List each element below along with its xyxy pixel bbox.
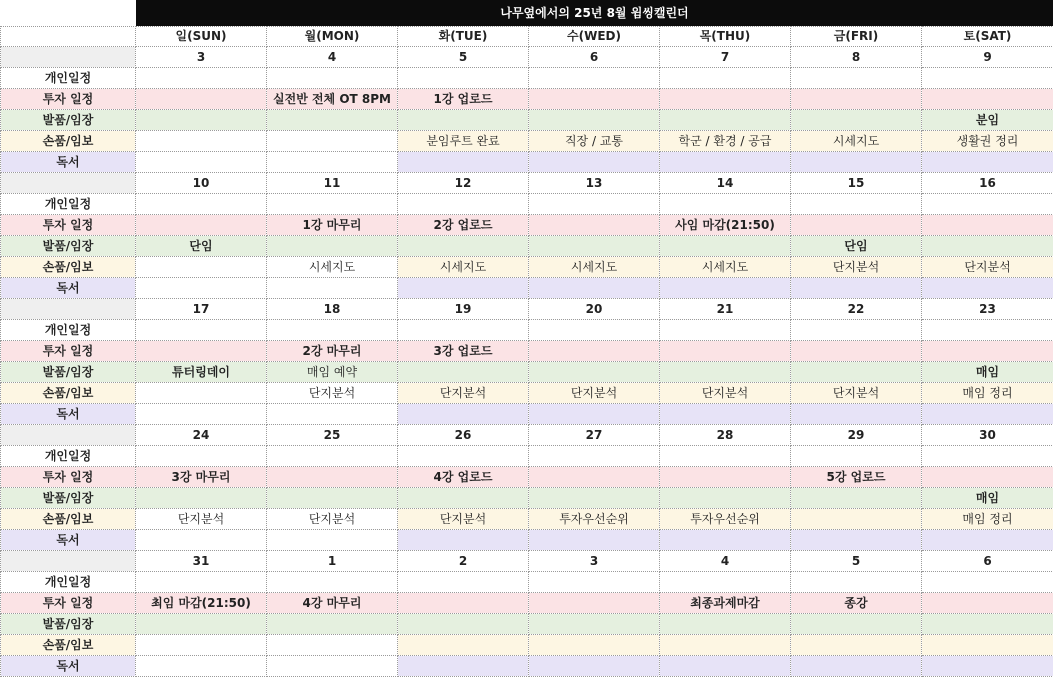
week-date-row [1, 173, 1053, 194]
site-visit-cell-thu[interactable] [660, 236, 791, 257]
reading-row [1, 152, 1053, 173]
day-header-sun: 일(SUN) [136, 27, 267, 47]
personal-schedule-cell-sat[interactable] [922, 446, 1053, 467]
personal-schedule-cell-sat[interactable] [922, 194, 1053, 215]
date-cell-tue[interactable]: 19 [398, 299, 529, 320]
invest-schedule-cell-mon[interactable] [267, 467, 398, 488]
site-visit-cell-wed[interactable] [529, 362, 660, 383]
date-cell-fri[interactable]: 8 [791, 47, 922, 68]
week-label-cell [1, 299, 136, 320]
invest-schedule-cell-wed[interactable] [529, 593, 660, 614]
site-visit-cell-sun[interactable]: 단임 [136, 236, 267, 257]
personal-schedule-cell-wed[interactable] [529, 446, 660, 467]
site-visit-cell-mon[interactable] [267, 488, 398, 509]
site-visit-cell-mon[interactable] [267, 614, 398, 635]
site-visit-cell-sat[interactable] [922, 614, 1053, 635]
desk-research-cell-mon[interactable] [267, 635, 398, 656]
desk-research-cell-thu[interactable]: 시세지도 [660, 257, 791, 278]
desk-research-cell-sun[interactable]: 단지분석 [136, 509, 267, 530]
site-visit-cell-sun[interactable] [136, 488, 267, 509]
invest-schedule-cell-sat[interactable] [922, 215, 1053, 236]
desk-research-row [1, 509, 1053, 530]
date-cell-sun[interactable]: 10 [136, 173, 267, 194]
desk-research-cell-wed[interactable]: 시세지도 [529, 257, 660, 278]
site-visit-cell-wed[interactable] [529, 110, 660, 131]
reading-label: 독서 [1, 278, 136, 299]
personal-schedule-label: 개인일정 [1, 572, 136, 593]
desk-research-cell-tue[interactable]: 단지분석 [398, 383, 529, 404]
desk-research-cell-fri[interactable] [791, 635, 922, 656]
reading-cell-tue[interactable] [398, 278, 529, 299]
invest-schedule-cell-thu[interactable] [660, 89, 791, 110]
desk-research-cell-fri[interactable] [791, 509, 922, 530]
personal-schedule-cell-sun[interactable] [136, 572, 267, 593]
reading-cell-thu[interactable] [660, 152, 791, 173]
site-visit-label: 발품/임장 [1, 362, 136, 383]
site-visit-cell-mon[interactable]: 매임 예약 [267, 362, 398, 383]
personal-schedule-cell-mon[interactable] [267, 572, 398, 593]
reading-cell-sun[interactable] [136, 278, 267, 299]
invest-schedule-cell-fri[interactable]: 5강 업로드 [791, 467, 922, 488]
desk-research-cell-fri[interactable]: 시세지도 [791, 131, 922, 152]
reading-row [1, 656, 1053, 677]
desk-research-cell-thu[interactable]: 단지분석 [660, 383, 791, 404]
personal-schedule-cell-tue[interactable] [398, 194, 529, 215]
invest-schedule-cell-wed[interactable] [529, 215, 660, 236]
site-visit-cell-tue[interactable] [398, 362, 529, 383]
desk-research-cell-thu[interactable]: 학군 / 환경 / 공급 [660, 131, 791, 152]
day-header-sat: 토(SAT) [922, 27, 1053, 47]
reading-label: 독서 [1, 404, 136, 425]
invest-schedule-cell-thu[interactable]: 사임 마감(21:50) [660, 215, 791, 236]
personal-schedule-cell-fri[interactable] [791, 194, 922, 215]
desk-research-cell-tue[interactable] [398, 635, 529, 656]
site-visit-cell-fri[interactable] [791, 488, 922, 509]
desk-research-row [1, 131, 1053, 152]
site-visit-cell-tue[interactable] [398, 236, 529, 257]
invest-schedule-cell-wed[interactable] [529, 341, 660, 362]
invest-schedule-cell-tue[interactable]: 4강 업로드 [398, 467, 529, 488]
day-header-tue: 화(TUE) [398, 27, 529, 47]
date-cell-fri[interactable]: 5 [791, 551, 922, 572]
title-row [1, 0, 1053, 27]
desk-research-cell-thu[interactable] [660, 635, 791, 656]
site-visit-cell-sat[interactable]: 매임 [922, 362, 1053, 383]
site-visit-cell-thu[interactable] [660, 362, 791, 383]
reading-cell-sat[interactable] [922, 278, 1053, 299]
date-cell-thu[interactable]: 28 [660, 425, 791, 446]
title-blank-cell [1, 0, 136, 27]
desk-research-cell-sat[interactable]: 매임 정리 [922, 509, 1053, 530]
desk-research-cell-wed[interactable] [529, 635, 660, 656]
invest-schedule-row [1, 467, 1053, 488]
reading-cell-fri[interactable] [791, 404, 922, 425]
personal-schedule-row [1, 446, 1053, 467]
site-visit-row [1, 110, 1053, 131]
invest-schedule-label: 투자 일정 [1, 215, 136, 236]
week-date-row [1, 47, 1053, 68]
personal-schedule-row [1, 68, 1053, 89]
personal-schedule-cell-mon[interactable] [267, 446, 398, 467]
date-cell-fri[interactable]: 22 [791, 299, 922, 320]
invest-schedule-cell-sun[interactable] [136, 89, 267, 110]
personal-schedule-label: 개인일정 [1, 320, 136, 341]
site-visit-cell-thu[interactable] [660, 488, 791, 509]
personal-schedule-label: 개인일정 [1, 194, 136, 215]
desk-research-row [1, 257, 1053, 278]
invest-schedule-label: 투자 일정 [1, 89, 136, 110]
desk-research-label: 손품/임보 [1, 635, 136, 656]
date-cell-thu[interactable]: 21 [660, 299, 791, 320]
reading-row [1, 404, 1053, 425]
reading-cell-mon[interactable] [267, 152, 398, 173]
reading-cell-sun[interactable] [136, 404, 267, 425]
site-visit-cell-tue[interactable] [398, 488, 529, 509]
desk-research-cell-wed[interactable]: 투자우선순위 [529, 509, 660, 530]
reading-label: 독서 [1, 656, 136, 677]
invest-schedule-cell-thu[interactable] [660, 341, 791, 362]
personal-schedule-cell-tue[interactable] [398, 446, 529, 467]
reading-cell-fri[interactable] [791, 530, 922, 551]
date-cell-mon[interactable]: 11 [267, 173, 398, 194]
week-date-row [1, 425, 1053, 446]
site-visit-cell-sat[interactable] [922, 236, 1053, 257]
site-visit-cell-fri[interactable] [791, 362, 922, 383]
reading-cell-thu[interactable] [660, 530, 791, 551]
invest-schedule-cell-mon[interactable]: 4강 마무리 [267, 593, 398, 614]
reading-cell-mon[interactable] [267, 278, 398, 299]
invest-schedule-label: 투자 일정 [1, 341, 136, 362]
personal-schedule-cell-thu[interactable] [660, 68, 791, 89]
reading-cell-mon[interactable] [267, 404, 398, 425]
reading-cell-fri[interactable] [791, 278, 922, 299]
site-visit-row [1, 362, 1053, 383]
invest-schedule-row [1, 215, 1053, 236]
site-visit-cell-sat[interactable]: 분임 [922, 110, 1053, 131]
desk-research-cell-sun[interactable] [136, 257, 267, 278]
reading-cell-sat[interactable] [922, 530, 1053, 551]
personal-schedule-label: 개인일정 [1, 446, 136, 467]
date-cell-sat[interactable]: 30 [922, 425, 1053, 446]
personal-schedule-cell-tue[interactable] [398, 572, 529, 593]
site-visit-cell-wed[interactable] [529, 488, 660, 509]
desk-research-cell-sat[interactable]: 생활권 정리 [922, 131, 1053, 152]
invest-schedule-row [1, 593, 1053, 614]
desk-research-cell-mon[interactable]: 단지분석 [267, 383, 398, 404]
reading-cell-sat[interactable] [922, 404, 1053, 425]
date-cell-wed[interactable]: 3 [529, 551, 660, 572]
reading-cell-fri[interactable] [791, 152, 922, 173]
invest-schedule-cell-sat[interactable] [922, 89, 1053, 110]
site-visit-cell-sun[interactable] [136, 110, 267, 131]
desk-research-cell-wed[interactable]: 단지분석 [529, 383, 660, 404]
calendar-body [1, 0, 1053, 677]
site-visit-cell-thu[interactable] [660, 110, 791, 131]
date-cell-sun[interactable]: 31 [136, 551, 267, 572]
day-header-wed: 수(WED) [529, 27, 660, 47]
reading-cell-thu[interactable] [660, 656, 791, 677]
personal-schedule-cell-tue[interactable] [398, 320, 529, 341]
reading-cell-wed[interactable] [529, 656, 660, 677]
date-cell-sat[interactable]: 9 [922, 47, 1053, 68]
site-visit-row [1, 236, 1053, 257]
week-label-cell [1, 551, 136, 572]
date-cell-wed[interactable]: 13 [529, 173, 660, 194]
date-cell-tue[interactable]: 2 [398, 551, 529, 572]
date-cell-thu[interactable]: 7 [660, 47, 791, 68]
header-blank-cell [1, 27, 136, 47]
personal-schedule-cell-sat[interactable] [922, 68, 1053, 89]
date-cell-mon[interactable]: 1 [267, 551, 398, 572]
desk-research-row [1, 635, 1053, 656]
reading-cell-wed[interactable] [529, 278, 660, 299]
reading-cell-sun[interactable] [136, 656, 267, 677]
invest-schedule-cell-sun[interactable]: 최임 마감(21:50) [136, 593, 267, 614]
personal-schedule-cell-sat[interactable] [922, 320, 1053, 341]
reading-cell-thu[interactable] [660, 404, 791, 425]
desk-research-cell-sat[interactable]: 단지분석 [922, 257, 1053, 278]
personal-schedule-cell-sun[interactable] [136, 320, 267, 341]
invest-schedule-cell-wed[interactable] [529, 89, 660, 110]
personal-schedule-cell-sun[interactable] [136, 446, 267, 467]
desk-research-cell-fri[interactable]: 단지분석 [791, 383, 922, 404]
invest-schedule-cell-sun[interactable] [136, 341, 267, 362]
desk-research-cell-sat[interactable]: 매임 정리 [922, 383, 1053, 404]
reading-cell-fri[interactable] [791, 656, 922, 677]
date-cell-mon[interactable]: 4 [267, 47, 398, 68]
date-cell-tue[interactable]: 5 [398, 47, 529, 68]
personal-schedule-cell-mon[interactable] [267, 320, 398, 341]
week-label-cell [1, 173, 136, 194]
site-visit-label: 발품/임장 [1, 236, 136, 257]
site-visit-cell-fri[interactable] [791, 614, 922, 635]
personal-schedule-cell-mon[interactable] [267, 194, 398, 215]
personal-schedule-cell-mon[interactable] [267, 68, 398, 89]
invest-schedule-cell-tue[interactable] [398, 593, 529, 614]
invest-schedule-label: 투자 일정 [1, 593, 136, 614]
reading-cell-sun[interactable] [136, 530, 267, 551]
invest-schedule-label: 투자 일정 [1, 467, 136, 488]
site-visit-cell-wed[interactable] [529, 614, 660, 635]
personal-schedule-cell-tue[interactable] [398, 68, 529, 89]
personal-schedule-cell-thu[interactable] [660, 194, 791, 215]
week-date-row [1, 551, 1053, 572]
site-visit-cell-sat[interactable]: 매임 [922, 488, 1053, 509]
desk-research-row [1, 383, 1053, 404]
reading-label: 독서 [1, 530, 136, 551]
date-cell-sat[interactable]: 6 [922, 551, 1053, 572]
site-visit-cell-mon[interactable] [267, 236, 398, 257]
site-visit-cell-mon[interactable] [267, 110, 398, 131]
personal-schedule-row [1, 320, 1053, 341]
desk-research-cell-thu[interactable]: 투자우선순위 [660, 509, 791, 530]
site-visit-cell-fri[interactable] [791, 110, 922, 131]
date-cell-sun[interactable]: 17 [136, 299, 267, 320]
desk-research-cell-wed[interactable]: 직장 / 교통 [529, 131, 660, 152]
site-visit-label: 발품/임장 [1, 488, 136, 509]
invest-schedule-cell-tue[interactable]: 1강 업로드 [398, 89, 529, 110]
invest-schedule-cell-wed[interactable] [529, 467, 660, 488]
reading-cell-sat[interactable] [922, 656, 1053, 677]
date-cell-wed[interactable]: 27 [529, 425, 660, 446]
site-visit-label: 발품/임장 [1, 110, 136, 131]
calendar-title: 나무옆에서의 25년 8월 윔씽캘린더 [136, 0, 1053, 27]
personal-schedule-cell-sun[interactable] [136, 68, 267, 89]
desk-research-label: 손품/임보 [1, 131, 136, 152]
reading-cell-tue[interactable] [398, 152, 529, 173]
date-cell-sun[interactable]: 3 [136, 47, 267, 68]
desk-research-cell-fri[interactable]: 단지분석 [791, 257, 922, 278]
desk-research-cell-sun[interactable] [136, 635, 267, 656]
week-label-cell [1, 47, 136, 68]
day-header-fri: 금(FRI) [791, 27, 922, 47]
desk-research-cell-mon[interactable] [267, 131, 398, 152]
reading-cell-tue[interactable] [398, 530, 529, 551]
invest-schedule-row [1, 341, 1053, 362]
personal-schedule-cell-fri[interactable] [791, 572, 922, 593]
site-visit-cell-wed[interactable] [529, 236, 660, 257]
site-visit-row [1, 614, 1053, 635]
reading-cell-sun[interactable] [136, 152, 267, 173]
desk-research-label: 손품/임보 [1, 257, 136, 278]
date-cell-mon[interactable]: 25 [267, 425, 398, 446]
reading-row [1, 278, 1053, 299]
date-cell-sat[interactable]: 23 [922, 299, 1053, 320]
reading-cell-tue[interactable] [398, 656, 529, 677]
reading-cell-thu[interactable] [660, 278, 791, 299]
personal-schedule-cell-fri[interactable] [791, 446, 922, 467]
invest-schedule-cell-fri[interactable] [791, 341, 922, 362]
date-cell-mon[interactable]: 18 [267, 299, 398, 320]
personal-schedule-row [1, 194, 1053, 215]
personal-schedule-row [1, 572, 1053, 593]
site-visit-cell-thu[interactable] [660, 614, 791, 635]
personal-schedule-cell-wed[interactable] [529, 320, 660, 341]
invest-schedule-cell-sat[interactable] [922, 467, 1053, 488]
invest-schedule-cell-sat[interactable] [922, 341, 1053, 362]
personal-schedule-cell-sun[interactable] [136, 194, 267, 215]
date-cell-sat[interactable]: 16 [922, 173, 1053, 194]
day-header-row [1, 27, 1053, 47]
site-visit-cell-tue[interactable] [398, 110, 529, 131]
desk-research-cell-tue[interactable]: 단지분석 [398, 509, 529, 530]
date-cell-tue[interactable]: 26 [398, 425, 529, 446]
desk-research-cell-mon[interactable]: 단지분석 [267, 509, 398, 530]
personal-schedule-cell-thu[interactable] [660, 446, 791, 467]
invest-schedule-cell-mon[interactable]: 2강 마무리 [267, 341, 398, 362]
invest-schedule-cell-tue[interactable]: 3강 업로드 [398, 341, 529, 362]
invest-schedule-cell-thu[interactable]: 최종과제마감 [660, 593, 791, 614]
site-visit-cell-sun[interactable] [136, 614, 267, 635]
site-visit-label: 발품/임장 [1, 614, 136, 635]
desk-research-cell-sat[interactable] [922, 635, 1053, 656]
date-cell-wed[interactable]: 20 [529, 299, 660, 320]
site-visit-cell-fri[interactable]: 단임 [791, 236, 922, 257]
personal-schedule-cell-wed[interactable] [529, 194, 660, 215]
week-label-cell [1, 425, 136, 446]
day-header-thu: 목(THU) [660, 27, 791, 47]
date-cell-fri[interactable]: 15 [791, 173, 922, 194]
personal-schedule-cell-sat[interactable] [922, 572, 1053, 593]
invest-schedule-cell-fri[interactable] [791, 89, 922, 110]
invest-schedule-row [1, 89, 1053, 110]
day-header-mon: 월(MON) [267, 27, 398, 47]
desk-research-cell-tue[interactable]: 시세지도 [398, 257, 529, 278]
site-visit-cell-sun[interactable]: 튜터링데이 [136, 362, 267, 383]
reading-cell-wed[interactable] [529, 152, 660, 173]
desk-research-cell-sun[interactable] [136, 383, 267, 404]
personal-schedule-cell-fri[interactable] [791, 320, 922, 341]
date-cell-thu[interactable]: 4 [660, 551, 791, 572]
personal-schedule-cell-fri[interactable] [791, 68, 922, 89]
invest-schedule-cell-sat[interactable] [922, 593, 1053, 614]
site-visit-cell-tue[interactable] [398, 614, 529, 635]
invest-schedule-cell-sun[interactable] [136, 215, 267, 236]
desk-research-cell-mon[interactable]: 시세지도 [267, 257, 398, 278]
personal-schedule-cell-thu[interactable] [660, 572, 791, 593]
reading-label: 독서 [1, 152, 136, 173]
desk-research-cell-sun[interactable] [136, 131, 267, 152]
reading-cell-tue[interactable] [398, 404, 529, 425]
date-cell-fri[interactable]: 29 [791, 425, 922, 446]
desk-research-cell-tue[interactable]: 분임루트 완료 [398, 131, 529, 152]
invest-schedule-cell-sun[interactable]: 3강 마무리 [136, 467, 267, 488]
invest-schedule-cell-mon[interactable]: 실전반 전체 OT 8PM [267, 89, 398, 110]
invest-schedule-cell-tue[interactable]: 2강 업로드 [398, 215, 529, 236]
reading-cell-mon[interactable] [267, 656, 398, 677]
invest-schedule-cell-thu[interactable] [660, 467, 791, 488]
date-cell-thu[interactable]: 14 [660, 173, 791, 194]
reading-cell-wed[interactable] [529, 530, 660, 551]
personal-schedule-cell-wed[interactable] [529, 572, 660, 593]
personal-schedule-label: 개인일정 [1, 68, 136, 89]
desk-research-label: 손품/임보 [1, 383, 136, 404]
invest-schedule-cell-fri[interactable] [791, 215, 922, 236]
week-date-row [1, 299, 1053, 320]
reading-cell-mon[interactable] [267, 530, 398, 551]
reading-cell-wed[interactable] [529, 404, 660, 425]
date-cell-tue[interactable]: 12 [398, 173, 529, 194]
reading-cell-sat[interactable] [922, 152, 1053, 173]
desk-research-label: 손품/임보 [1, 509, 136, 530]
date-cell-wed[interactable]: 6 [529, 47, 660, 68]
date-cell-sun[interactable]: 24 [136, 425, 267, 446]
personal-schedule-cell-wed[interactable] [529, 68, 660, 89]
invest-schedule-cell-mon[interactable]: 1강 마무리 [267, 215, 398, 236]
invest-schedule-cell-fri[interactable]: 종강 [791, 593, 922, 614]
personal-schedule-cell-thu[interactable] [660, 320, 791, 341]
reading-row [1, 530, 1053, 551]
site-visit-row [1, 488, 1053, 509]
